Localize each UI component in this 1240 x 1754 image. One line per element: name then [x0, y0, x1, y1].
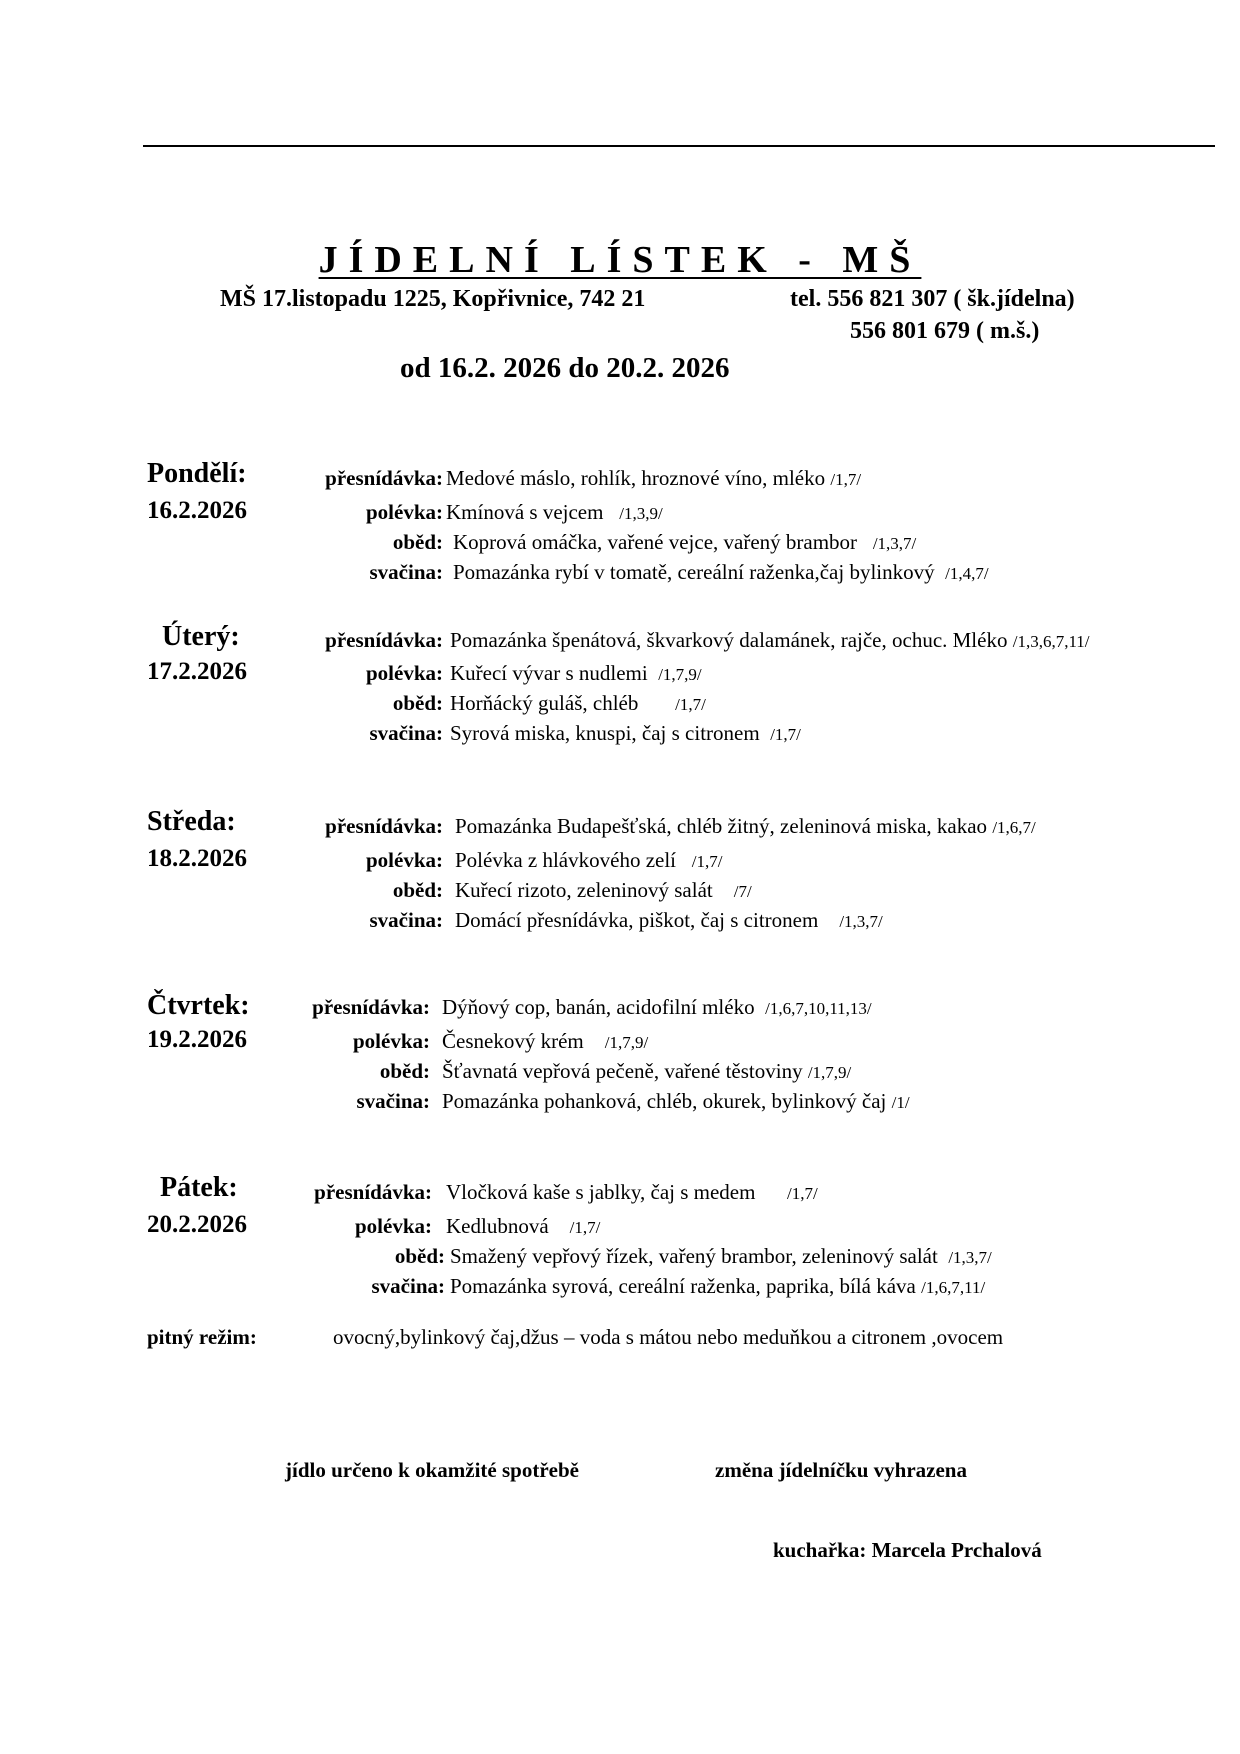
menu-period: od 16.2. 2026 do 20.2. 2026: [400, 352, 730, 384]
allergens: /1,7/: [786, 1184, 818, 1203]
allergens: /1,3,7/: [872, 534, 917, 553]
allergens: /1,7/: [770, 725, 801, 744]
meal-text: Kuřecí vývar s nudlemi: [450, 661, 648, 685]
drinks-label: pitný režim:: [147, 1325, 257, 1349]
drinks-text: ovocný,bylinkový čaj,džus – voda s mátou nebo meduňkou a citronem ,ovocem: [333, 1325, 1004, 1349]
allergens: /1,6,7,11/: [921, 1278, 986, 1297]
meal-label: svačina:: [356, 1089, 430, 1113]
day-name-thursday: Čtvrtek:: [147, 990, 250, 1021]
meal-label: přesnídávka:: [312, 995, 430, 1019]
day-date-thursday: 19.2.2026: [147, 1026, 247, 1053]
day-name-friday: Pátek:: [160, 1172, 238, 1203]
allergens: /1,4,7/: [945, 564, 989, 583]
meal-text: Pomazánka Budapešťská, chléb žitný, zeleninová miska, kakao: [455, 814, 988, 838]
menu-title: JÍDELNÍ LÍSTEK - MŠ: [318, 239, 922, 281]
day-name-monday: Pondělí:: [147, 458, 247, 489]
top-rule: [143, 145, 1215, 147]
meal-text: Syrová miska, knuspi, čaj s citronem: [450, 721, 760, 745]
meal-label: polévka:: [365, 500, 443, 524]
footer-note-changes: změna jídelníčku vyhrazena: [715, 1458, 967, 1482]
allergens: /1,7/: [830, 470, 862, 489]
meal-text: Pomazánka syrová, cereální raženka, paprika, bílá káva: [450, 1274, 916, 1298]
day-date-tuesday: 17.2.2026: [147, 658, 247, 685]
meal-label: oběd:: [379, 1059, 430, 1083]
footer-note-consumption: jídlo určeno k okamžité spotřebě: [285, 1458, 579, 1482]
cook-name: kuchařka: Marcela Prchalová: [773, 1538, 1042, 1562]
phone-school: 556 801 679 ( m.š.): [850, 318, 1040, 344]
allergens: /1,7/: [675, 695, 706, 714]
meal-label: oběd:: [392, 878, 443, 902]
meal-label: polévka:: [352, 1029, 430, 1053]
meal-text: Česnekový krém: [442, 1029, 584, 1053]
allergens: /1,3,7/: [839, 912, 883, 931]
day-date-wednesday: 18.2.2026: [147, 845, 247, 872]
meal-label: oběd:: [392, 691, 443, 715]
meal-text: Pomazánka špenátová, škvarkový dalamánek, rajče, ochuc. Mléko: [450, 628, 1008, 652]
day-date-friday: 20.2.2026: [147, 1211, 247, 1238]
meal-label: přesnídávka:: [325, 814, 443, 838]
allergens: /1,7/: [691, 852, 723, 871]
meal-label: polévka:: [354, 1214, 432, 1238]
meal-label: svačina:: [369, 721, 443, 745]
meal-label: přesnídávka:: [325, 628, 443, 652]
meal-label: svačina:: [371, 1274, 445, 1298]
allergens: /1,7,9/: [658, 665, 702, 684]
meal-text: Pomazánka rybí v tomatě, cereální raženka,čaj bylinkový: [453, 560, 935, 584]
day-name-tuesday: Úterý:: [162, 621, 240, 652]
allergens: /1,7,9/: [604, 1033, 649, 1052]
meal-label: přesnídávka:: [325, 466, 443, 490]
meal-text: Šťavnatá vepřová pečeně, vařené těstoviny: [442, 1059, 803, 1083]
meal-label: polévka:: [365, 848, 443, 872]
meal-text: Vločková kaše s jablky, čaj s medem: [446, 1180, 756, 1204]
allergens: /1,7/: [569, 1218, 601, 1237]
allergens: /1,3,9/: [619, 504, 663, 523]
meal-text: Domácí přesnídávka, piškot, čaj s citronem: [455, 908, 819, 932]
meal-label: svačina:: [369, 908, 443, 932]
meal-label: oběd:: [392, 530, 443, 554]
meal-text: Dýňový cop, banán, acidofilní mléko: [442, 995, 755, 1019]
allergens: /1,3,6,7,11/: [1012, 632, 1090, 651]
meal-label: polévka:: [365, 661, 443, 685]
school-address: MŠ 17.listopadu 1225, Kopřivnice, 742 21: [220, 286, 646, 312]
meal-text: Smažený vepřový řízek, vařený brambor, zeleninový salát: [450, 1244, 938, 1268]
allergens: /7/: [733, 882, 752, 901]
allergens: /1,3,7/: [948, 1248, 992, 1267]
allergens: /1,7,9/: [807, 1063, 852, 1082]
meal-text: Kmínová s vejcem: [446, 500, 604, 524]
meal-text: Polévka z hlávkového zelí: [455, 848, 677, 872]
day-date-monday: 16.2.2026: [147, 497, 247, 524]
meal-text: Kedlubnová: [446, 1214, 549, 1238]
meal-label: přesnídávka:: [314, 1180, 432, 1204]
meal-text: Koprová omáčka, vařené vejce, vařený brambor: [453, 530, 858, 554]
meal-label: svačina:: [369, 560, 443, 584]
meal-text: Medové máslo, rohlík, hroznové víno, mléko: [446, 466, 826, 490]
allergens: /1,6,7,10,11,13/: [765, 999, 872, 1018]
meal-text: Kuřecí rizoto, zeleninový salát: [455, 878, 713, 902]
day-name-wednesday: Středa:: [147, 806, 236, 837]
meal-text: Pomazánka pohanková, chléb, okurek, bylinkový čaj: [442, 1089, 887, 1113]
meal-text: Horňácký guláš, chléb: [450, 691, 639, 715]
allergens: /1,6,7/: [992, 818, 1036, 837]
phone-canteen: tel. 556 821 307 ( šk.jídelna): [790, 286, 1075, 312]
allergens: /1/: [891, 1093, 910, 1112]
meal-label: oběd:: [394, 1244, 445, 1268]
